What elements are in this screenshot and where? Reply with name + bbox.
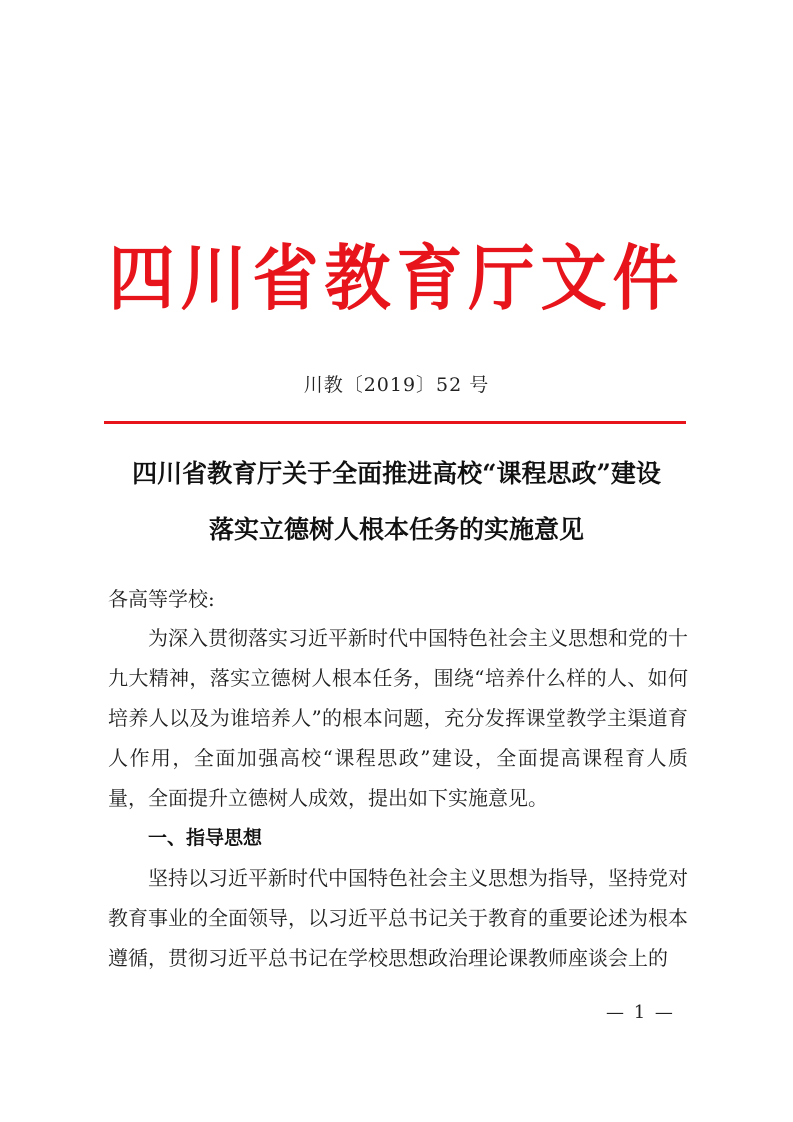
document-number: 川教〔2019〕52 号 <box>303 374 490 396</box>
salutation: 各高等学校: <box>108 587 215 611</box>
red-divider-line <box>104 421 686 424</box>
paragraph-guiding-ideology: 坚持以习近平新时代中国特色社会主义思想为指导，坚持党对教育事业的全面领导，以习近平总书记关于教育的重要论述为根本遵循，贯彻习近平总书记在学校思想政治理论课教师座谈会上的 <box>108 866 688 970</box>
section-heading-guiding-ideology: 一、指导思想 <box>148 827 263 849</box>
document-title <box>60 446 733 558</box>
document-masthead: 四川省教育厅文件 <box>108 235 685 321</box>
document-title-line-1: 四川省教育厅关于全面推进高校“课程思政”建设 <box>132 459 661 488</box>
paragraph-intro: 为深入贯彻落实习近平新时代中国特色社会主义思想和党的十九大精神，落实立德树人根本任务，围绕“培养什么样的人、如何培养人以及为谁培养人”的根本问题，充分发挥课堂教学主渠道育人作用，全面加强高校“课程思政”建设，全面提高课程育人质量，全面提升立德树人成效，提出如下实施意见。 <box>108 626 688 810</box>
page-number: — 1 — <box>606 1002 675 1023</box>
document-title-line-2: 落实立德树人根本任务的实施意见 <box>208 515 584 544</box>
